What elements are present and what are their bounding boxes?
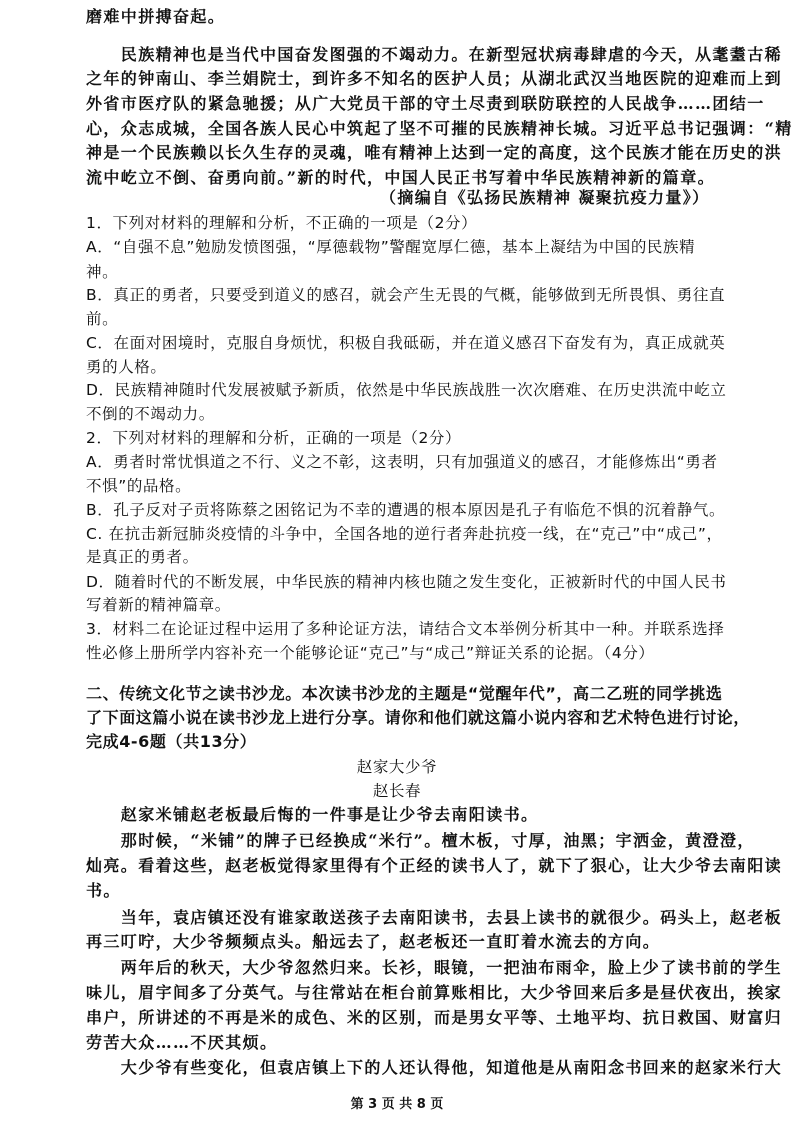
question-line: 神。: [86, 263, 119, 281]
question-line: C．在面对困境时，克服自身烦忧，积极自我砥砺，并在道义感召下奋发有为，真正成就英: [86, 334, 726, 352]
question-line: 3．材料二在论证过程中运用了多种论证方法，请结合文本举例分析其中一种。并联系选择: [86, 620, 725, 638]
story-title: 赵家大少爷: [356, 758, 438, 776]
question-line: 不倒的不竭动力。: [86, 405, 215, 423]
question-line: 不惧”的品格。: [86, 477, 192, 495]
story-line: 当年，袁店镇还没有谁家敢送孩子去南阳读书，去县上读书的就很少。码头上，赵老板: [86, 908, 783, 927]
story-line: 那时候，“米铺”的牌子已经换成“米行”。檀木板，寸厚，油黑；宇洒金，黄澄澄，: [86, 831, 755, 850]
story-line: 再三叮咛，大少爷频频点头。船远去了，赵老板还一直盯着水流去的方向。: [86, 932, 661, 951]
passage-line: 心，众志成城，全国各族人民心中筑起了坚不可摧的民族精神长城。习近平总书记强调：“精: [86, 119, 793, 138]
story-line: 劳苦大众……不厌其烦。: [86, 1033, 278, 1052]
passage-line: 外省市医疗队的紧急驰援；从广大党员干部的守土尽责到联防联控的人民战争……团结一: [86, 94, 765, 113]
story-line: 赵家米铺赵老板最后悔的一件事是让少爷去南阳读书。: [86, 805, 539, 824]
question-line: 勇的人格。: [86, 358, 167, 376]
story-line: 味儿，眉宇间多了分英气。与往常站在柜台前算账相比，大少爷回来后多是昼伏夜出，挨家: [86, 983, 783, 1002]
story-line: 串户，所讲述的不再是米的成色、米的区别，而是男女平等、土地平均、抗日救国、财富归: [86, 1008, 783, 1027]
story-line: 大少爷有些变化，但袁店镇上下的人还认得他，知道他是从南阳念书回来的赵家米行大: [86, 1058, 783, 1077]
story-author: 赵长春: [372, 782, 422, 800]
passage-source: （摘编自《弘扬民族精神 凝聚抗疫力量》）: [380, 188, 710, 207]
question-line: 1．下列对材料的理解和分析，不正确的一项是（2分）: [86, 214, 478, 232]
question-line: B．真正的勇者，只要受到道义的感召，就会产生无畏的气概，能够做到无所畏惧、勇往直: [86, 286, 726, 304]
question-line: 写着新的精神篇章。: [86, 596, 231, 614]
passage-line: 民族精神也是当代中国奋发图强的不竭动力。在新型冠状病毒肆虐的今天，从耄耋古稀: [86, 45, 783, 64]
question-line: D．随着时代的不断发展，中华民族的精神内核也随之发生变化，正被新时代的中国人民书: [86, 573, 727, 591]
story-line: 两年后的秋天，大少爷忽然归来。长衫，眼镜，一把油布雨伞，脸上少了读书前的学生: [86, 958, 783, 977]
story-line: 书。: [86, 881, 121, 900]
section-heading: 二、传统文化节之读书沙龙。本次读书沙龙的主题是“觉醒年代”，高二乙班的同学挑选: [86, 684, 723, 703]
question-line: B．孔子反对子贡将陈蔡之困铭记为不幸的遭遇的根本原因是孔子有临危不惧的沉着静气。: [86, 501, 726, 519]
question-line: 性必修上册所学内容补充一个能够论证“克己”与“成己”辩证关系的论据。（4分）: [86, 644, 655, 662]
passage-line: 之年的钟南山、李兰娟院士，到许多不知名的医护人员；从湖北武汉当地医院的迎难而上到: [86, 69, 783, 88]
question-line: 2．下列对材料的理解和分析，正确的一项是（2分）: [86, 429, 462, 447]
passage-line: 神是一个民族赖以长久生存的灵魂，唯有精神上达到一定的高度，这个民族才能在历史的洪: [86, 143, 783, 162]
story-line: 灿亮。看着这些，赵老板觉得家里得有个正经的读书人了，就下了狠心，让大少爷去南阳读: [86, 856, 783, 875]
question-line: A．“自强不息”勉励发愤图强，“厚德载物”警醒宽厚仁德，基本上凝结为中国的民族精: [86, 238, 696, 256]
question-line: 是真正的勇者。: [86, 548, 199, 566]
question-line: D．民族精神随时代发展被赋予新质，依然是中华民族战胜一次次磨难、在历史洪流中屹立: [86, 381, 727, 399]
section-heading: 完成4-6题（共13分）: [86, 732, 257, 751]
page-number: 第 3 页 共 8 页: [350, 1097, 444, 1112]
passage-line: 磨难中拼搏奋起。: [86, 7, 226, 26]
passage-line: 流中屹立不倒、奋勇向前。”新的时代，中国人民正书写着中华民族精神新的篇章。: [86, 168, 716, 187]
question-line: A．勇者时常忧惧道之不行、义之不彰，这表明，只有加强道义的感召，才能修炼出“勇者: [86, 453, 718, 471]
section-heading: 了下面这篇小说在读书沙龙上进行分享。请你和他们就这篇小说内容和艺术特色进行讨论，: [86, 708, 751, 727]
question-line: C. 在抗击新冠肺炎疫情的斗争中，全国各地的逆行者奔赴抗疫一线，在“克己”中“成己”，: [86, 525, 723, 543]
question-line: 前。: [86, 310, 119, 328]
